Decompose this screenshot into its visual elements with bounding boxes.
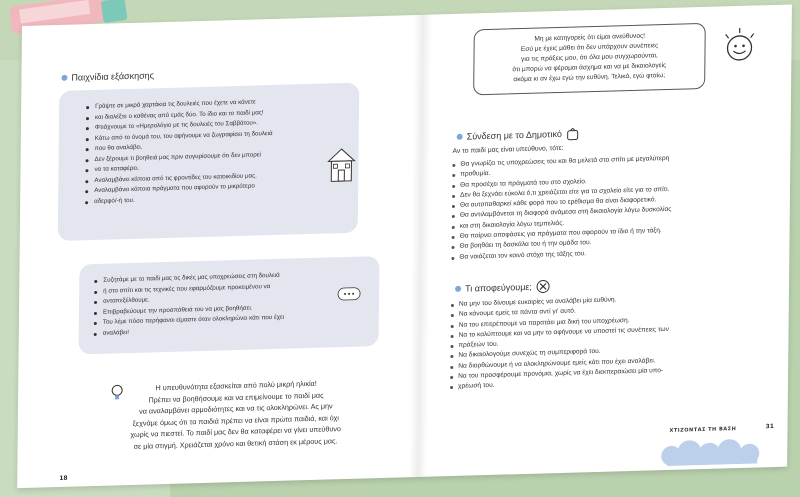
- list-item: Να μην του δίνουμε ευκαιρίες να αναλάβει μία ευθύνη.: [451, 291, 771, 310]
- bullet-dot-icon: [61, 75, 67, 81]
- list-item: Θα βοηθάει τη δασκάλα του ή την ομάδα του.: [451, 233, 771, 252]
- paragraph-line: σε μία στιγμή. Χρειάζεται χρόνο και θετική στάση εκ μέρους μας.: [133, 435, 338, 451]
- list-item: Δεν θα ξεχνάει εύκολα ό,τι χρειάζεται είτε για το σχολείο είτε για το σπίτι.: [452, 182, 772, 201]
- list-item: ή στο σπίτι και τις τεχνικές που εφαρμόζουμε προκειμένου να: [103, 279, 379, 297]
- cross-mark-icon: [536, 279, 550, 293]
- left-page: [17, 15, 417, 488]
- list-item: Να κάνουμε εμείς τα πάντα αντί γι' αυτό.: [451, 301, 771, 320]
- list-item: Επιβραβεύουμε την προσπάθειά του να μας βοηθήσει.: [103, 300, 379, 318]
- list-item: Να του προσφέρουμε προνόμια, χωρίς να έχει διεκπεραιώσει μία υπο-: [450, 363, 770, 382]
- section-title-text: Παιχνίδια εξάσκησης: [71, 70, 155, 83]
- list-item: Θα νοιάζεται τον κοινό στόχο της τάξης του.: [451, 244, 771, 263]
- list-item: ανταπεξέλθουμε.: [103, 289, 379, 307]
- bullet-dot-icon: [457, 134, 463, 140]
- paragraph-line: ξεχνάμε όμως ότι τα παιδιά πρέπει να είναι πρώτα παιδιά, και όχι: [132, 412, 339, 428]
- quote-line: για τις πράξεις μου, ότι όλα μου συγχωρούνται,: [521, 52, 658, 64]
- list-item: Αναλαμβάνει κάποια από τις φροντίδες του κατοικιδίου μας.: [94, 168, 358, 186]
- responsibility-paragraph: [86, 376, 387, 453]
- list-item: Του λέμε πόσο περήφανοι είμαστε όταν ολοκληρώνει κάτι που έχει: [103, 310, 379, 328]
- list-item: Θα αυτοπαθαρκεί κάθε φορά που το ερέθισμα θα είναι διαφορετικό.: [452, 192, 772, 211]
- list-item: Να το καλύπτουμε και να μην το αφήνουμε να υποστεί τις συνέπειες των: [451, 322, 771, 341]
- list-item: Θα γνωρίζει τις υποχρεώσεις του και θα μελετά στο σπίτι με μεγαλύτερη: [452, 151, 772, 170]
- quote-line: Εσύ με έχεις μάθει ότι δεν υπάρχουν συνέπειες: [520, 42, 659, 54]
- paragraph-line: να αναλαμβάνει αρμοδιότητες και να τις ολοκληρώνει. Ας μην: [139, 401, 333, 416]
- practice-box-2: [79, 256, 380, 354]
- book-spread: [17, 4, 792, 488]
- practice-list-2: [79, 256, 380, 339]
- school-list: [451, 151, 772, 263]
- page-number-right: 31: [765, 423, 774, 431]
- list-item: Να του επιτρέπουμε να παρατάει μια δική του υποχρέωση.: [451, 312, 771, 331]
- school-intro: Αν το παιδί μας είναι υπεύθυνο, τότε:: [452, 144, 564, 155]
- list-item: Κάτω από το όνομά του, του αφήνουμε να ζωγραφίσει τη δουλειά: [95, 126, 359, 144]
- list-item: και στη δικαιολογία λόγω τεμπελιάς.: [452, 213, 772, 232]
- quote-line: ότι μπορώ να φέρομαι άσχημα και να με δικαιολογείς: [512, 61, 667, 74]
- list-item: Θα προσέχει τα πράγματά του στο σχολείο.: [452, 172, 772, 191]
- bullet-dot-icon: [455, 286, 461, 292]
- list-item: Συζητάμε με το παιδί μας τις δικές μας υποχρεώσεις στη δουλειά: [103, 268, 379, 286]
- list-item: που θα αναλάβει.: [95, 137, 359, 155]
- child-quote-box: [473, 23, 706, 96]
- list-item: Θα παίρνει αποφάσεις για πράγματα που αφορούν το ίδιο ή την τάξη.: [452, 223, 772, 242]
- list-item: αναλάβει!: [103, 321, 379, 339]
- list-item: Γράψτε σε μικρά χαρτάκια τις δουλειές που έχετε να κάνετε: [95, 95, 359, 113]
- smiley-sun-icon: [719, 25, 759, 66]
- cloud-decoration-icon: [659, 433, 769, 466]
- paragraph-line: χωρίς να πιεστεί. Το παιδί μας δεν θα καταφέρει να γίνει υπεύθυνο: [130, 424, 341, 439]
- list-item: να τα καταφέρει.: [94, 158, 358, 176]
- quote-line: ακόμα κι αν έχω εγώ την ευθύνη. Τελικά, εγώ φταίω;: [513, 72, 666, 84]
- school-bag-icon: [566, 126, 580, 140]
- speech-bubble-icon: [337, 287, 361, 302]
- list-item: χρέωσή του.: [450, 373, 770, 392]
- house-icon: [326, 145, 356, 186]
- right-page: [419, 4, 792, 476]
- paragraph-line: Πρέπει να βοηθήσουμε και να επιμείνουμε το παιδί μας: [148, 390, 324, 404]
- section-title-practice: [61, 70, 154, 83]
- list-item: Θα αντιλαμβάνεται τη διαφορά ανάμεσα στη δικαιολογία λόγω δυσκολίας: [452, 203, 772, 222]
- list-item: Να διορθώνουμε ή να ολοκληρώνουμε εμείς κάτι που έχει αναλάβει.: [450, 353, 770, 372]
- avoid-list: [450, 291, 771, 393]
- section-title-school: [457, 126, 580, 143]
- list-item: Αναλαμβάνει κάποια πράγματα που αφορούν το μικρότερο: [94, 179, 358, 197]
- page-number-left: 18: [59, 474, 68, 482]
- book-footer-title: ΧΤΙΖΟΝΤΑΣ ΤΗ ΒΑΣΗ: [669, 426, 737, 434]
- list-item: αδερφό/-ή του.: [94, 189, 358, 207]
- list-item: Φτιάχνουμε το «Ημερολόγιο με τις δουλειές του Σαββάτου».: [95, 116, 359, 134]
- list-item: Δεν ξέρουμε τι βοηθειά μας πριν συγυρίσουμε ότι δεν μπορεί: [95, 147, 359, 165]
- section-title-text: Σύνδεση με το Δημοτικό: [466, 128, 562, 142]
- list-item: πράξεών του.: [450, 332, 770, 351]
- paragraph-line: Η υπευθυνότητα εξασκείται από πολύ μικρή ηλικία!: [155, 378, 317, 393]
- practice-box-1: [58, 83, 360, 241]
- practice-list-1: [58, 83, 359, 208]
- list-item: προθυμία.: [452, 161, 772, 180]
- section-title-text: Τι αποφεύγουμε;: [465, 281, 533, 294]
- list-item: Να δικαιολογούμε συνεχώς τη συμπεριφορά του.: [450, 343, 770, 362]
- list-item: και διαλέξτε ο καθένας από εμάς δύο. Το ίδιο και το παιδί μας!: [95, 105, 359, 123]
- quote-line: Μη με κατηγορείς ότι είμαι ανεύθυνος!: [534, 32, 646, 43]
- section-title-avoid: [455, 279, 550, 296]
